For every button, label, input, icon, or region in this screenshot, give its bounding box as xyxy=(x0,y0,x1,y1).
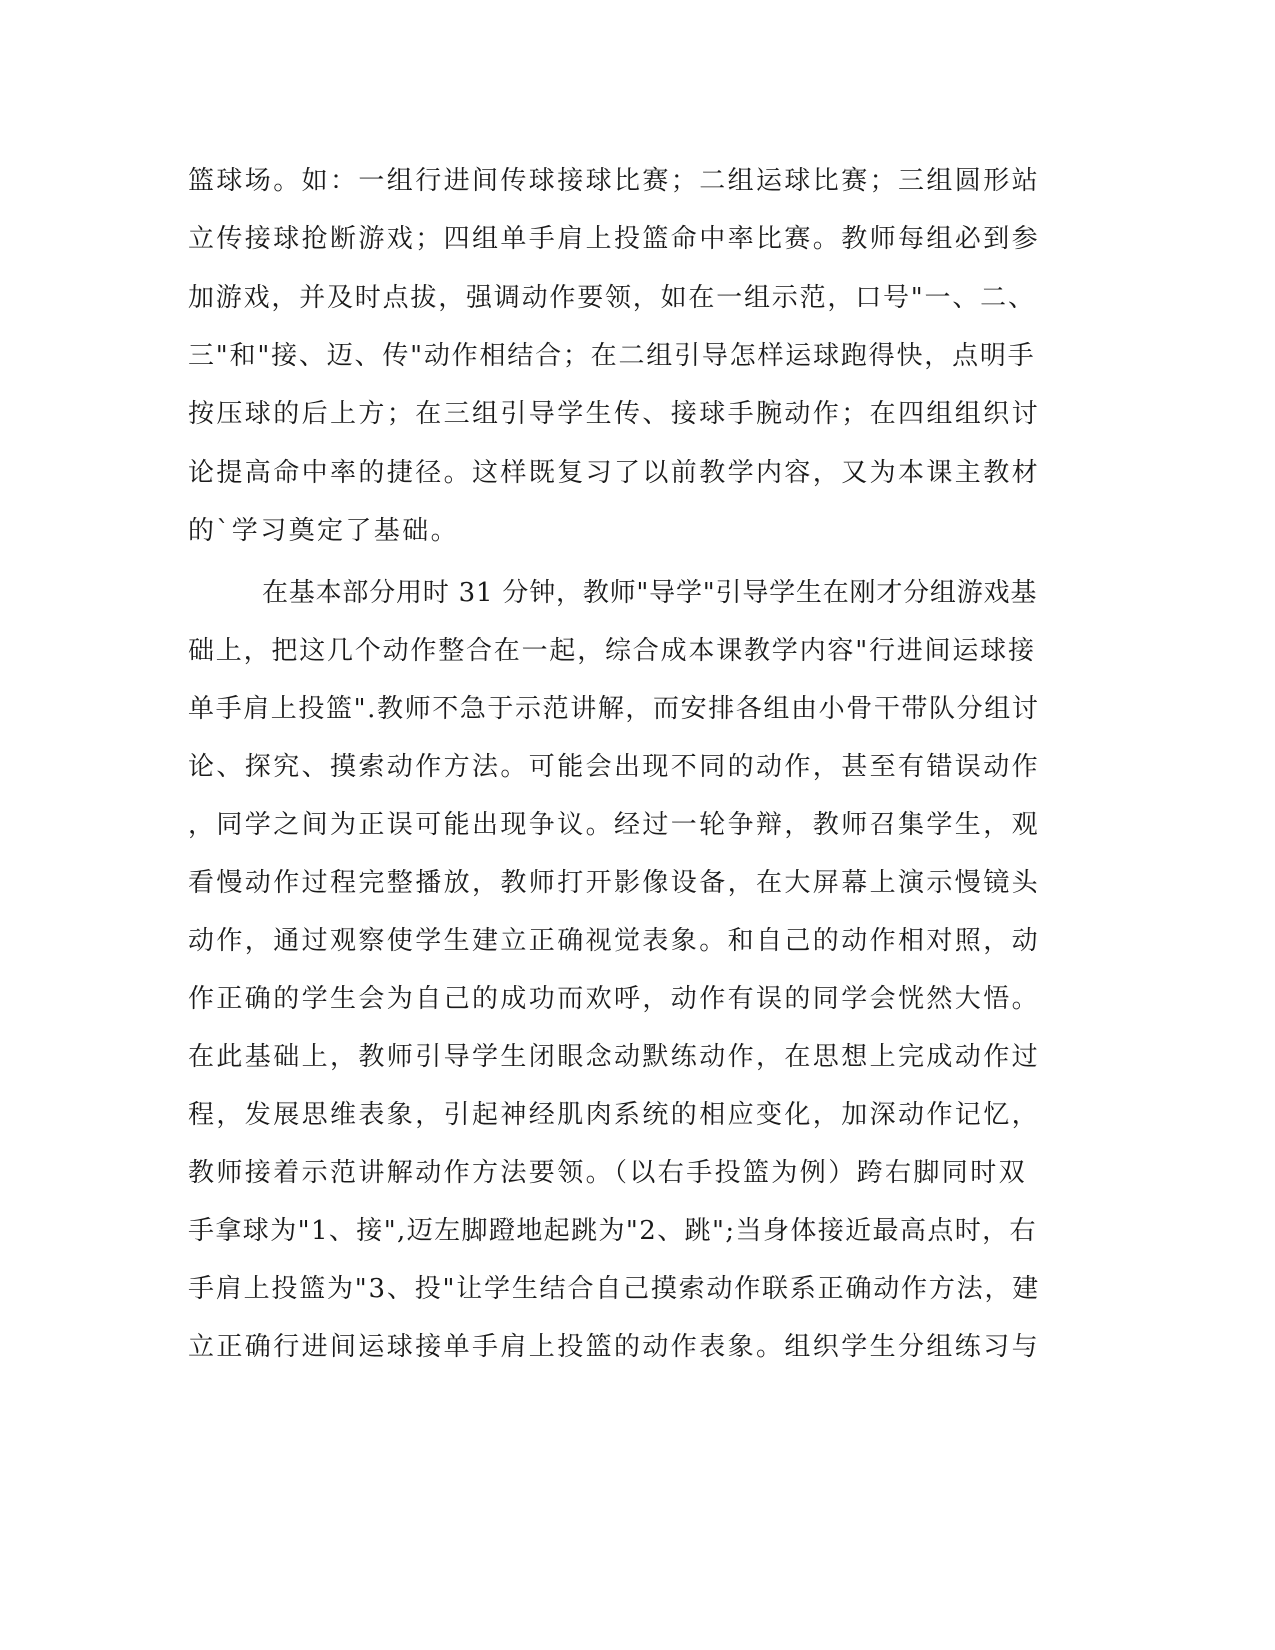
text-line: 在此基础上，教师引导学生闭眼念动默练动作，在思想上完成动作过 xyxy=(188,1042,1041,1072)
text-line: 单手肩上投篮".教师不急于示范讲解，而安排各组由小骨干带队分组讨 xyxy=(188,694,1040,724)
text-line: 论提高命中率的捷径。这样既复习了以前教学内容，又为本课主教材 xyxy=(188,458,1041,488)
text-line: 看慢动作过程完整播放，教师打开影像设备，在大屏幕上演示慢镜头 xyxy=(188,868,1041,898)
text-line: 作正确的学生会为自己的成功而欢呼，动作有误的同学会恍然大悟。 xyxy=(188,984,1041,1014)
text-line: 论、探究、摸索动作方法。可能会出现不同的动作，甚至有错误动作 xyxy=(188,752,1041,782)
text-line: 的`学习奠定了基础。 xyxy=(188,516,460,546)
text-line: 程，发展思维表象，引起神经肌肉系统的相应变化，加深动作记忆， xyxy=(188,1100,1041,1130)
text-line: 按压球的后上方；在三组引导学生传、接球手腕动作；在四组组织讨 xyxy=(188,399,1041,429)
text-line: 手肩上投篮为"3、投"让学生结合自己摸索动作联系正确动作方法，建 xyxy=(188,1274,1041,1304)
text-line: 手拿球为"1、接",迈左脚蹬地起跳为"2、跳";当身体接近最高点时，右 xyxy=(188,1216,1037,1246)
text-line: 立传接球抢断游戏；四组单手肩上投篮命中率比赛。教师每组必到参 xyxy=(188,224,1041,254)
text-line: 教师接着示范讲解动作方法要领。（以右手投篮为例）跨右脚同时双 xyxy=(188,1158,1028,1188)
paragraph-first-line: 在基本部分用时 31 分钟，教师"导学"引导学生在刚才分组游戏基 xyxy=(262,578,1038,608)
text-line: 础上，把这几个动作整合在一起，综合成本课教学内容"行进间运球接 xyxy=(188,636,1036,666)
text-line: 动作，通过观察使学生建立正确视觉表象。和自己的动作相对照，动 xyxy=(188,926,1041,956)
text-line: 立正确行进间运球接单手肩上投篮的动作表象。组织学生分组练习与 xyxy=(188,1332,1041,1362)
text-line: 加游戏，并及时点拔，强调动作要领，如在一组示范，口号"一、二、 xyxy=(188,283,1036,313)
text-line: 三"和"接、迈、传"动作相结合；在二组引导怎样运球跑得快，点明手 xyxy=(188,341,1036,371)
text-line: 篮球场。如：一组行进间传球接球比赛；二组运球比赛；三组圆形站 xyxy=(188,166,1041,196)
text-line: ，同学之间为正误可能出现争议。经过一轮争辩，教师召集学生，观 xyxy=(188,810,1041,840)
